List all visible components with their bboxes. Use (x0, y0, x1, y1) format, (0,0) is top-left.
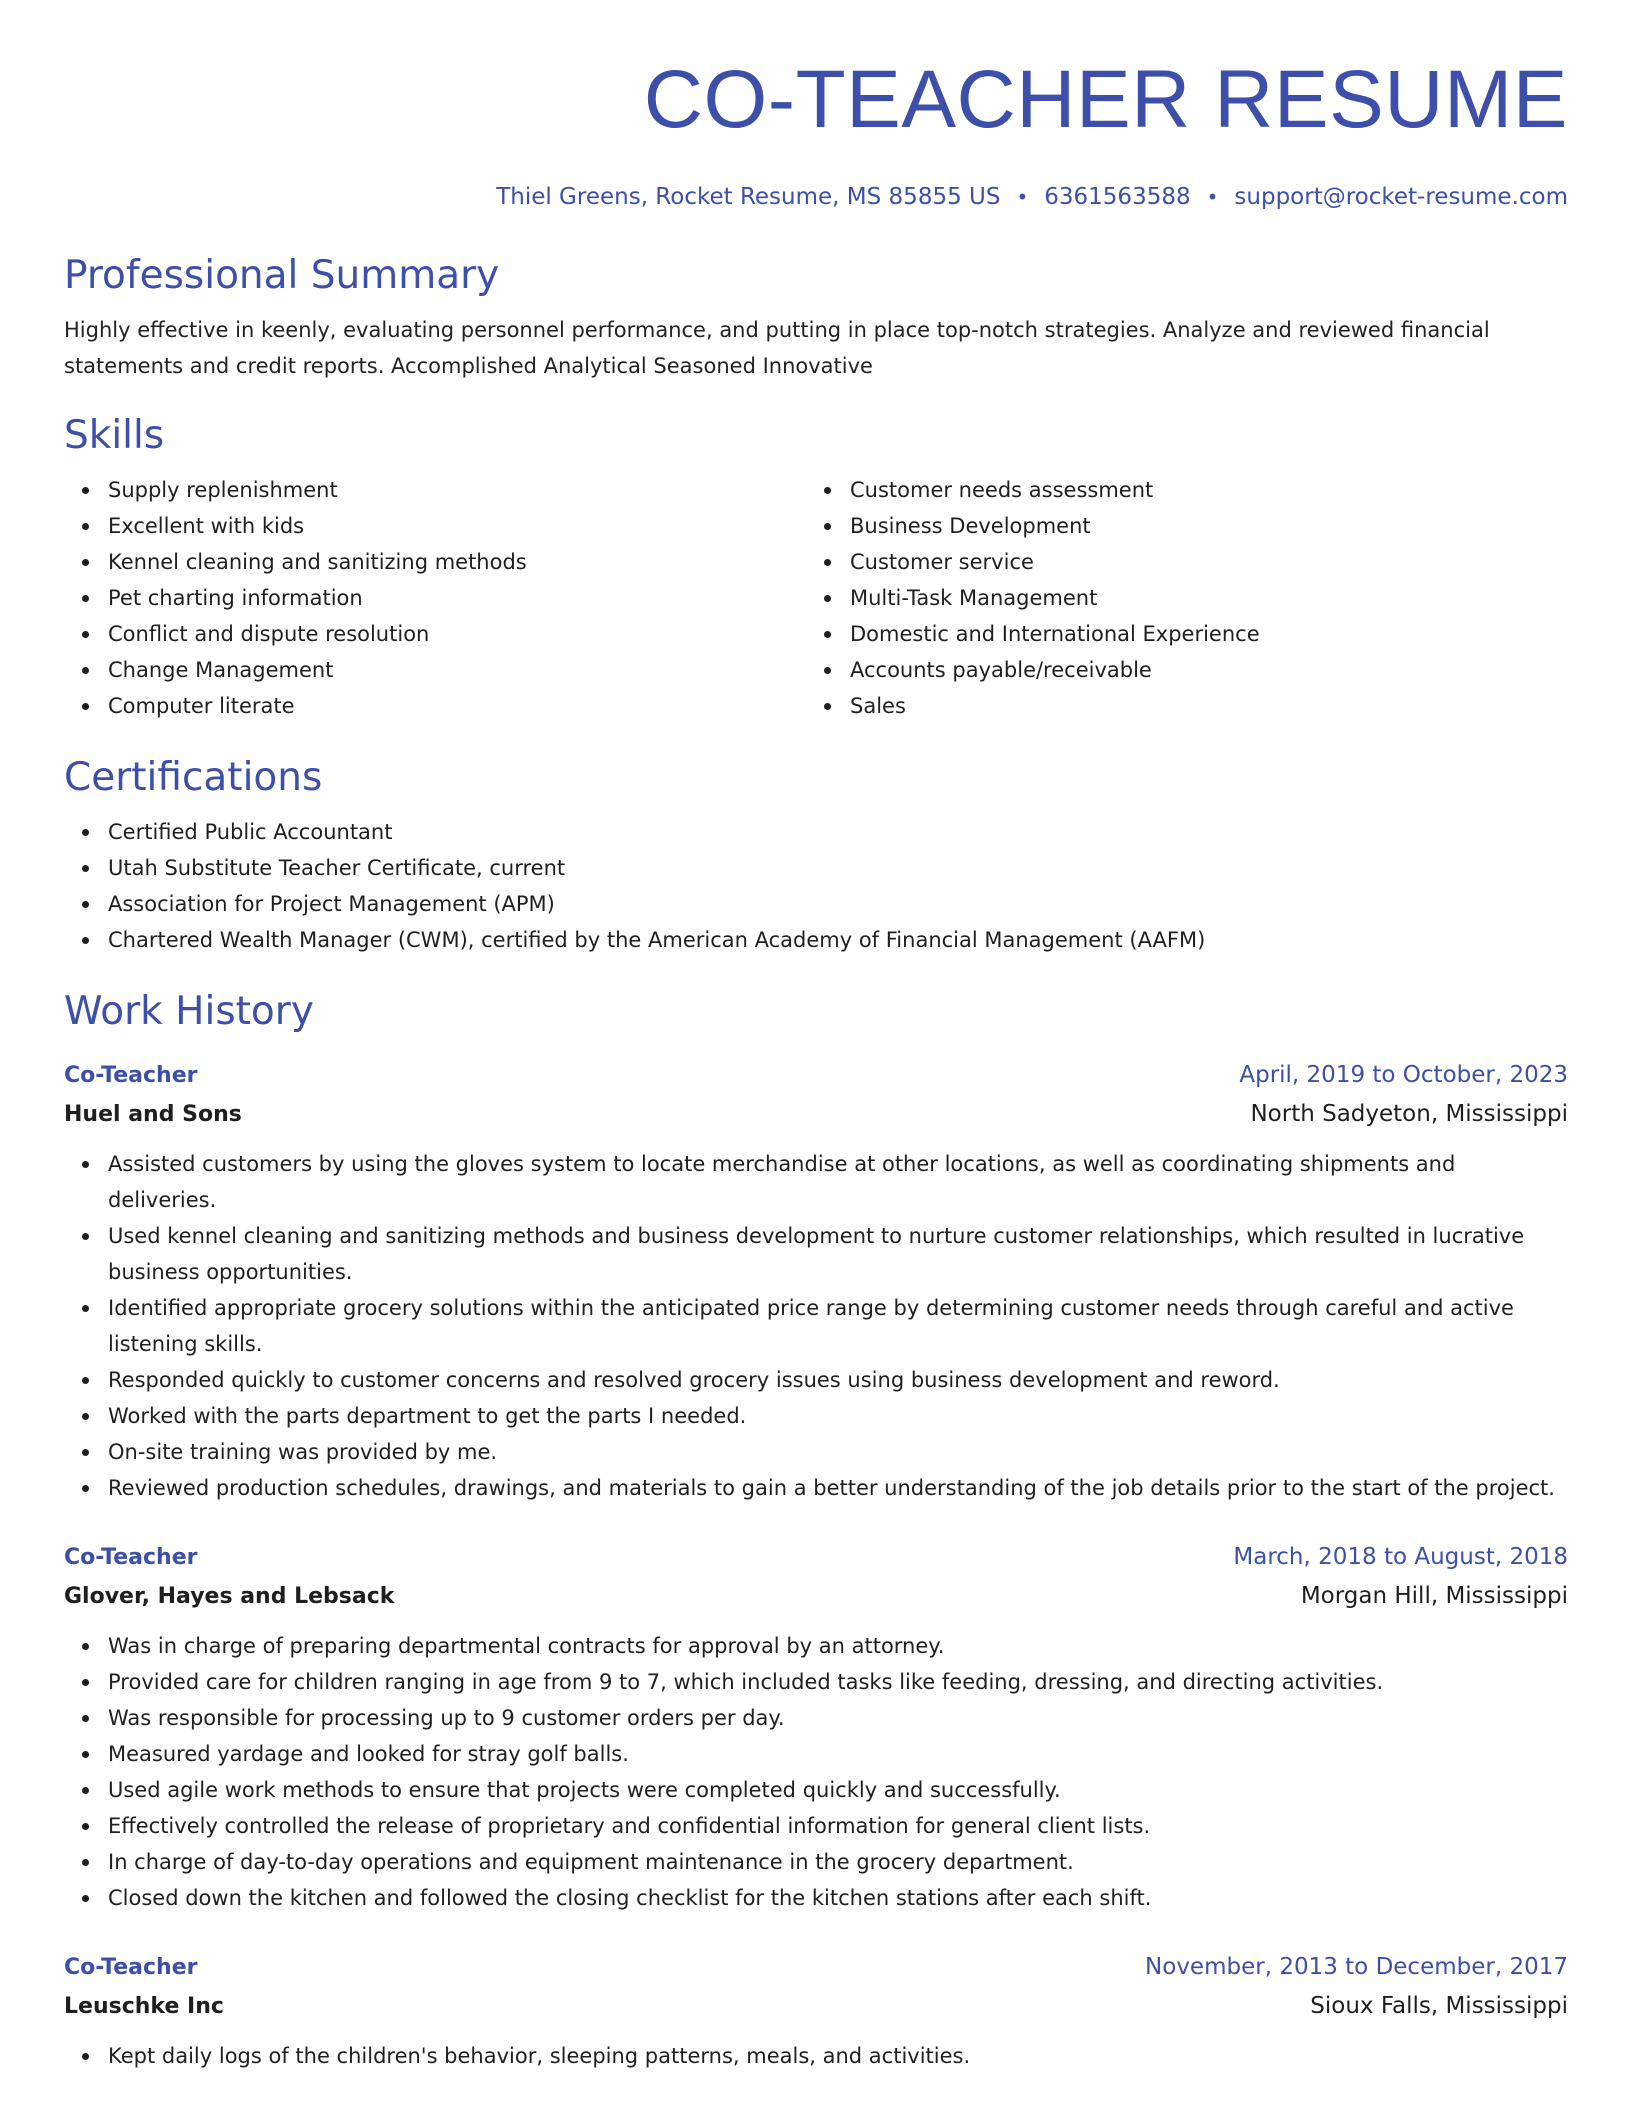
job-location: North Sadyeton, Mississippi (1250, 1101, 1568, 1127)
job-entry (64, 1538, 1568, 1916)
job-duties-list (64, 2038, 1568, 2074)
job-duties-list (64, 1146, 1568, 1506)
contact-separator: • (1206, 185, 1219, 209)
skill-item: Conflict and dispute resolution (108, 616, 806, 652)
company-name: Glover, Hayes and Lebsack (64, 1584, 395, 1609)
certification-item: Utah Substitute Teacher Certificate, current (108, 850, 1568, 886)
job-duty: Provided care for children ranging in age from 9 to 7, which included tasks like feeding, dressing, and directing activities. (108, 1664, 1568, 1700)
skills-list-right (806, 472, 1548, 724)
job-duty: Worked with the parts department to get the parts I needed. (108, 1398, 1568, 1434)
job-entry (64, 1056, 1568, 1506)
job-location: Morgan Hill, Mississippi (1300, 1583, 1568, 1609)
certification-item: Association for Project Management (APM) (108, 886, 1568, 922)
section-title-summary: Professional Summary (64, 253, 500, 298)
job-location: Sioux Falls, Mississippi (1310, 1993, 1568, 2019)
resume-title: CO-TEACHER RESUME (643, 54, 1568, 145)
skill-item: Supply replenishment (108, 472, 806, 508)
skill-item: Excellent with kids (108, 508, 806, 544)
skill-item: Accounts payable/receivable (850, 652, 1548, 688)
skill-item: Computer literate (108, 688, 806, 724)
resume-header (64, 0, 1568, 212)
skill-item: Customer service (850, 544, 1548, 580)
skills-columns (64, 460, 1568, 724)
skill-item: Pet charting information (108, 580, 806, 616)
job-duty: Identified appropriate grocery solutions within the anticipated price range by determining customer needs through careful and active listening skills. (108, 1290, 1568, 1362)
certification-item: Chartered Wealth Manager (CWM), certified by the American Academy of Financial Management (AAFM) (108, 922, 1568, 958)
skill-item: Domestic and International Experience (850, 616, 1548, 652)
job-dates: April, 2019 to October, 2023 (1239, 1062, 1568, 1088)
job-duty: Kept daily logs of the children's behavior, sleeping patterns, meals, and activities. (108, 2038, 1568, 2074)
job-duty: Used kennel cleaning and sanitizing methods and business development to nurture customer relationships, which resulted in lucrative business opportunities. (108, 1218, 1568, 1290)
skill-item: Multi-Task Management (850, 580, 1548, 616)
job-duty: Assisted customers by using the gloves system to locate merchandise at other locations, as well as coordinating shipments and deliveries. (108, 1146, 1568, 1218)
phone: 6361563588 (1044, 184, 1191, 210)
job-duty: Measured yardage and looked for stray golf balls. (108, 1736, 1568, 1772)
job-duty: Closed down the kitchen and followed the closing checklist for the kitchen stations after each shift. (108, 1880, 1568, 1916)
job-title: Co-Teacher (64, 1545, 198, 1570)
company-name: Huel and Sons (64, 1102, 242, 1127)
skill-item: Business Development (850, 508, 1548, 544)
resume-page (64, 0, 1568, 2074)
job-dates: March, 2018 to August, 2018 (1233, 1544, 1568, 1570)
job-title: Co-Teacher (64, 1063, 198, 1088)
job-entry (64, 1948, 1568, 2074)
job-duties-list (64, 1628, 1568, 1916)
company-name: Leuschke Inc (64, 1994, 224, 2019)
skill-item: Change Management (108, 652, 806, 688)
job-duty: On-site training was provided by me. (108, 1434, 1568, 1470)
job-title: Co-Teacher (64, 1955, 198, 1980)
job-duty: Used agile work methods to ensure that projects were completed quickly and successfully. (108, 1772, 1568, 1808)
skill-item: Customer needs assessment (850, 472, 1548, 508)
section-title-certifications: Certifications (64, 755, 323, 800)
job-duty: Reviewed production schedules, drawings, and materials to gain a better understanding of the job details prior to the start of the project. (108, 1470, 1568, 1506)
address: Thiel Greens, Rocket Resume, MS 85855 US (496, 184, 1001, 210)
skills-list-left (64, 472, 806, 724)
certification-item: Certified Public Accountant (108, 814, 1568, 850)
certifications-list (64, 814, 1568, 958)
summary-text: Highly effective in keenly, evaluating personnel performance, and putting in place top-notch strategies. Analyze and reviewed financial statements and credit reports. Accomplished Analytical Seasoned Innovative (64, 318, 1490, 378)
job-dates: November, 2013 to December, 2017 (1145, 1954, 1568, 1980)
job-duty: Was responsible for processing up to 9 customer orders per day. (108, 1700, 1568, 1736)
section-title-skills: Skills (64, 413, 165, 458)
section-title-work-history: Work History (64, 989, 314, 1034)
job-duty: Responded quickly to customer concerns and resolved grocery issues using business development and reword. (108, 1362, 1568, 1398)
contact-line (64, 182, 1568, 212)
email: support@rocket-resume.com (1234, 184, 1568, 210)
job-duty: In charge of day-to-day operations and equipment maintenance in the grocery department. (108, 1844, 1568, 1880)
contact-separator: • (1016, 185, 1029, 209)
job-duty: Effectively controlled the release of proprietary and confidential information for general client lists. (108, 1808, 1568, 1844)
skill-item: Kennel cleaning and sanitizing methods (108, 544, 806, 580)
skill-item: Sales (850, 688, 1548, 724)
job-duty: Was in charge of preparing departmental contracts for approval by an attorney. (108, 1628, 1568, 1664)
